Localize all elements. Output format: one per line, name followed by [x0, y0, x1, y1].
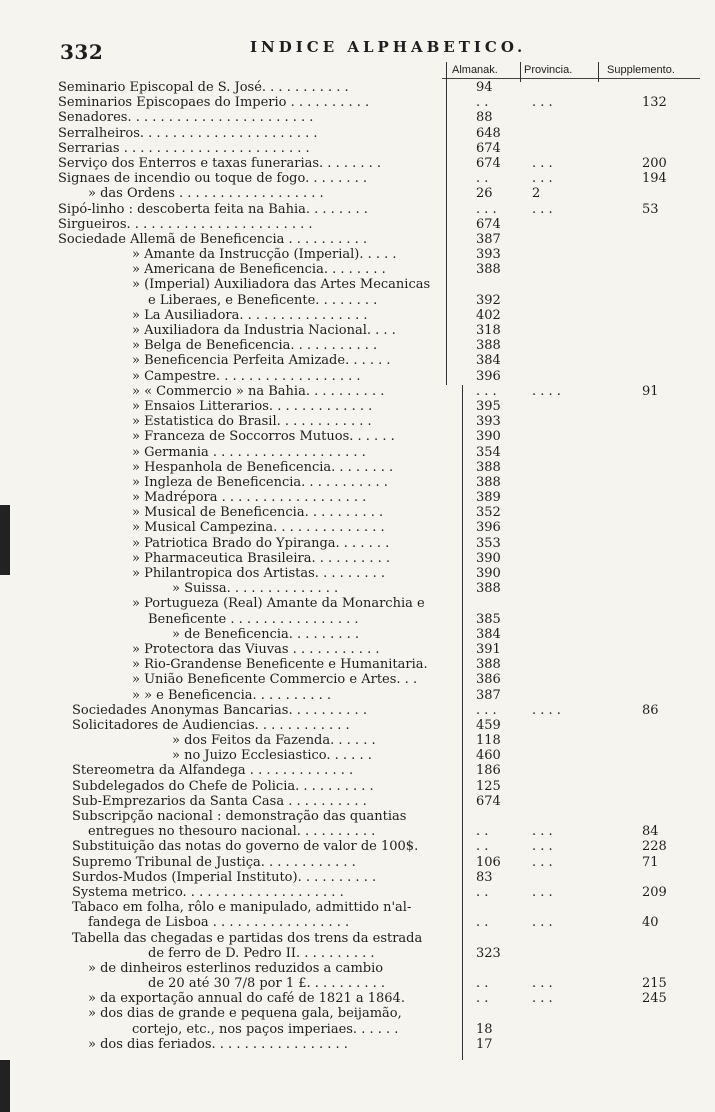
entry-text: Beneficente . . . . . . . . . . . . . . . .	[148, 611, 359, 627]
almanak-page: . . .	[476, 702, 497, 718]
almanak-page: 388	[476, 262, 501, 278]
almanak-page: 393	[476, 247, 501, 263]
almanak-page: . .	[476, 95, 489, 111]
almanak-page: 385	[476, 611, 501, 627]
supplemento-page: 200	[642, 155, 667, 171]
almanak-page: 106	[476, 854, 501, 870]
almanak-page: . .	[476, 839, 489, 855]
provincia-page: . . .	[532, 915, 553, 931]
almanak-page: 387	[476, 231, 501, 247]
supplemento-page: 245	[642, 991, 667, 1007]
almanak-page: . .	[476, 171, 489, 187]
entry-text: » Americana de Beneficencia. . . . . . . .	[132, 262, 386, 278]
index-entry	[0, 991, 715, 1006]
entry-text: Senadores. . . . . . . . . . . . . . . . . . . . . . .	[58, 110, 314, 126]
index-entry	[0, 277, 715, 292]
almanak-page: 674	[476, 140, 501, 156]
index-entry	[0, 688, 715, 703]
supplemento-page: 132	[642, 95, 667, 111]
index-entry	[0, 581, 715, 596]
index-entry	[0, 217, 715, 232]
almanak-page: 125	[476, 778, 501, 794]
almanak-page: 390	[476, 566, 501, 581]
entry-text: » União Beneficente Commercio e Artes. . .	[132, 672, 418, 688]
index-entry	[0, 612, 715, 627]
entry-text: » Beneficencia Perfeita Amizade. . . . . .	[132, 353, 391, 369]
entry-text: Serrarias . . . . . . . . . . . . . . . . . . . . . . .	[58, 140, 310, 156]
index-entry	[0, 445, 715, 460]
index-entry	[0, 885, 715, 900]
entry-text: Tabella das chegadas e partidas dos trens da estrada	[72, 930, 423, 946]
entry-text: Seminario Episcopal de S. José. . . . . . . . . . .	[58, 80, 349, 95]
page-title: INDICE ALPHABETICO.	[250, 38, 527, 56]
index-entry	[0, 642, 715, 657]
entry-text: » Rio-Grandense Beneficente e Humanitaria.	[132, 657, 428, 673]
index-entry	[0, 900, 715, 915]
entry-text: » Pharmaceutica Brasileira. . . . . . . . . .	[132, 550, 390, 566]
almanak-page: 388	[476, 338, 501, 354]
entry-text: » » e Beneficencia. . . . . . . . . .	[132, 687, 332, 703]
almanak-page: 318	[476, 323, 501, 338]
almanak-page: 674	[476, 216, 501, 232]
index-entry	[0, 505, 715, 520]
index-entry	[0, 703, 715, 718]
almanak-page: 648	[476, 125, 501, 141]
provincia-page: . . .	[532, 171, 553, 187]
entry-text: Seminarios Episcopaes do Imperio . . . . . . . . . .	[58, 95, 370, 111]
index-entry	[0, 915, 715, 930]
supplemento-page: 91	[642, 383, 659, 399]
almanak-page: 387	[476, 687, 501, 703]
almanak-page: 386	[476, 672, 501, 688]
index-entry	[0, 202, 715, 217]
entry-text: Surdos-Mudos (Imperial Instituto). . . . . . . . . .	[72, 869, 377, 885]
almanak-page: 396	[476, 520, 501, 536]
almanak-page: . .	[476, 991, 489, 1007]
entry-text: Solicitadores de Audiencias. . . . . . . . . . . .	[72, 717, 350, 733]
supplemento-page: 40	[642, 915, 659, 931]
index-entry	[0, 839, 715, 854]
entry-text: » La Ausiliadora. . . . . . . . . . . . . . . .	[132, 307, 368, 323]
index-entry	[0, 262, 715, 277]
index-entry	[0, 931, 715, 946]
entry-text: » Musical Campezina. . . . . . . . . . . . . .	[132, 520, 385, 536]
entry-text: » Madrépora . . . . . . . . . . . . . . . . . .	[132, 490, 367, 506]
provincia-page: . . .	[532, 991, 553, 1007]
entry-text: Subdelegados do Chefe de Policia. . . . . . . . . .	[72, 778, 374, 794]
almanak-page: 389	[476, 490, 501, 506]
entry-text: » Protectora das Viuvas . . . . . . . . . . .	[132, 641, 380, 657]
entry-text: cortejo, etc., nos paços imperiaes. . . . . .	[132, 1021, 399, 1037]
almanak-page: 354	[476, 444, 501, 460]
almanak-page: 186	[476, 763, 501, 779]
provincia-page: . . .	[532, 976, 553, 992]
entry-text: » (Imperial) Auxiliadora das Artes Mecanicas	[132, 277, 431, 293]
index-entry	[0, 80, 715, 95]
index-entry	[0, 414, 715, 429]
almanak-page: . .	[476, 884, 489, 900]
index-entry	[0, 1037, 715, 1052]
entry-text: Sub-Emprezarios da Santa Casa . . . . . . . . . .	[72, 793, 367, 809]
supplemento-page: 228	[642, 839, 667, 855]
column-header-provincia: Provincia.	[524, 64, 573, 76]
almanak-page: 392	[476, 292, 501, 308]
index-entry	[0, 946, 715, 961]
index-entry	[0, 1022, 715, 1037]
entry-text: » Hespanhola de Beneficencia. . . . . . . .	[132, 459, 394, 475]
almanak-page: 88	[476, 110, 493, 126]
provincia-page: . . .	[532, 95, 553, 111]
index-entry	[0, 976, 715, 991]
almanak-page: . .	[476, 915, 489, 931]
entry-text: » Philantropica dos Artistas. . . . . . . . .	[132, 566, 386, 581]
almanak-page: . . .	[476, 201, 497, 217]
entry-text: » Estatistica do Brasil. . . . . . . . . . . .	[132, 414, 372, 430]
index-entry	[0, 779, 715, 794]
column-header-supplemento: Supplemento.	[607, 64, 675, 76]
entry-text: » Campestre. . . . . . . . . . . . . . . . . .	[132, 368, 361, 384]
index-entry	[0, 733, 715, 748]
provincia-page: 2	[532, 186, 541, 202]
almanak-page: 83	[476, 869, 493, 885]
entry-text: » Auxiliadora da Industria Nacional. . . .	[132, 323, 396, 338]
index-entry	[0, 748, 715, 763]
provincia-page: . . . .	[532, 702, 561, 718]
index-entry	[0, 490, 715, 505]
provincia-page: . . .	[532, 854, 553, 870]
index-entry	[0, 824, 715, 839]
provincia-page: . . .	[532, 155, 553, 171]
index-entry	[0, 186, 715, 201]
almanak-page: 459	[476, 717, 501, 733]
almanak-page: 384	[476, 353, 501, 369]
almanak-page: 460	[476, 748, 501, 764]
index-entry	[0, 870, 715, 885]
entry-text: » de Beneficencia. . . . . . . . .	[172, 626, 360, 642]
supplemento-page: 53	[642, 201, 659, 217]
index-entry	[0, 353, 715, 368]
index-entry	[0, 126, 715, 141]
almanak-page: 674	[476, 793, 501, 809]
provincia-page: . . .	[532, 884, 553, 900]
entry-text: » Franceza de Soccorros Mutuos. . . . . .	[132, 429, 395, 445]
supplemento-page: 84	[642, 824, 659, 840]
index-entry	[0, 763, 715, 778]
entry-text: » da exportação annual do café de 1821 a 1864.	[88, 991, 405, 1007]
entry-text: Substituição das notas do governo de valor de 100$.	[72, 839, 419, 855]
entry-text: » Patriotica Brado do Ypiranga. . . . . . .	[132, 535, 390, 551]
index-entry	[0, 232, 715, 247]
index-entry	[0, 627, 715, 642]
entry-text: Sociedade Allemã de Beneficencia . . . . . . . . . .	[58, 231, 368, 247]
provincia-page: . . .	[532, 824, 553, 840]
index-entry	[0, 141, 715, 156]
index-entry	[0, 293, 715, 308]
column-header-almanak: Almanak.	[452, 64, 498, 76]
almanak-page: . .	[476, 976, 489, 992]
index-entry	[0, 308, 715, 323]
provincia-page: . . .	[532, 201, 553, 217]
entry-text: Systema metrico. . . . . . . . . . . . . . . . . . . .	[72, 884, 344, 900]
provincia-page: . . . .	[532, 383, 561, 399]
almanak-page: 402	[476, 307, 501, 323]
entry-text: de ferro de D. Pedro II. . . . . . . . . .	[148, 945, 375, 961]
entry-text: » « Commercio » na Bahia. . . . . . . . . .	[132, 383, 385, 399]
entry-text: Sipó-linho : descoberta feita na Bahia. . . . . . . .	[58, 201, 368, 217]
almanak-page: 384	[476, 626, 501, 642]
index-entry	[0, 520, 715, 535]
index-entry	[0, 566, 715, 581]
supplemento-page: 194	[642, 171, 667, 187]
almanak-page: 674	[476, 155, 501, 171]
index-entry	[0, 338, 715, 353]
entry-text: Subscripção nacional : demonstração das quantias	[72, 809, 407, 824]
entry-text: » Ensaios Litterarios. . . . . . . . . . . . .	[132, 398, 373, 414]
index-entry	[0, 323, 715, 338]
almanak-page: 118	[476, 733, 501, 749]
column-divider	[520, 62, 521, 82]
entry-text: Stereometra da Alfandega . . . . . . . . . . . . .	[72, 763, 354, 779]
index-entry	[0, 718, 715, 733]
supplemento-page: 215	[642, 976, 667, 992]
index-entry	[0, 657, 715, 672]
index-entry	[0, 794, 715, 809]
entry-text: » Amante da Instrucção (Imperial). . . . .	[132, 247, 397, 263]
entry-text: » Ingleza de Beneficencia. . . . . . . . . . .	[132, 474, 388, 490]
header-rule	[442, 78, 700, 79]
almanak-page: 396	[476, 368, 501, 384]
entry-text: Supremo Tribunal de Justiça. . . . . . . . . . . .	[72, 854, 356, 870]
index-entry	[0, 536, 715, 551]
almanak-page: . . .	[476, 383, 497, 399]
entry-text: » Belga de Beneficencia. . . . . . . . . . .	[132, 338, 378, 354]
almanak-page: 17	[476, 1036, 493, 1052]
entry-text: » Germania . . . . . . . . . . . . . . . . . . .	[132, 444, 366, 460]
index-entry	[0, 156, 715, 171]
scan-edge-shadow	[0, 1060, 10, 1112]
entry-text: Serralheiros. . . . . . . . . . . . . . . . . . . . . .	[58, 125, 318, 141]
entry-text: de 20 até 30 7/8 por 1 £. . . . . . . . . .	[148, 976, 386, 992]
almanak-page: 352	[476, 505, 501, 521]
index-entry	[0, 384, 715, 399]
almanak-page: 353	[476, 535, 501, 551]
entry-text: » dos dias de grande e pequena gala, beijamão,	[88, 1006, 402, 1022]
index-entry	[0, 855, 715, 870]
index-entry	[0, 95, 715, 110]
almanak-page: 393	[476, 414, 501, 430]
entry-text: » dos dias feriados. . . . . . . . . . . . . . . . .	[88, 1036, 348, 1052]
almanak-page: . .	[476, 824, 489, 840]
supplemento-page: 86	[642, 702, 659, 718]
index-entry	[0, 247, 715, 262]
index-entry	[0, 475, 715, 490]
entry-text: » Suissa. . . . . . . . . . . . . .	[172, 581, 339, 597]
entry-text: » das Ordens . . . . . . . . . . . . . . . . . .	[88, 186, 324, 202]
entry-text: Sirgueiros. . . . . . . . . . . . . . . . . . . . . . .	[58, 216, 313, 232]
index-entry	[0, 369, 715, 384]
almanak-page: 388	[476, 581, 501, 597]
index-entry	[0, 961, 715, 976]
entry-text: Sociedades Anonymas Bancarias. . . . . . . . . .	[72, 702, 367, 718]
almanak-page: 395	[476, 398, 501, 414]
supplemento-page: 71	[642, 854, 659, 870]
entry-text: » Portugueza (Real) Amante da Monarchia e	[132, 596, 425, 612]
almanak-page: 391	[476, 641, 501, 657]
index-entries	[0, 80, 715, 1052]
entry-text: » Musical de Beneficencia. . . . . . . . . .	[132, 505, 384, 521]
almanak-page: 388	[476, 657, 501, 673]
index-entry	[0, 460, 715, 475]
almanak-page: 26	[476, 186, 493, 202]
index-entry	[0, 110, 715, 125]
entry-text: Signaes de incendio ou toque de fogo. . . . . . . .	[58, 171, 368, 187]
entry-text: entregues no thesouro nacional. . . . . . . . . .	[88, 824, 376, 840]
almanak-page: 323	[476, 945, 501, 961]
index-entry	[0, 429, 715, 444]
almanak-page: 94	[476, 80, 493, 95]
entry-text: Tabaco em folha, rôlo e manipulado, admittido n'al-	[72, 900, 412, 916]
entry-text: » no Juizo Ecclesiastico. . . . . .	[172, 748, 372, 764]
index-entry	[0, 399, 715, 414]
almanak-page: 390	[476, 550, 501, 566]
entry-text: » dos Feitos da Fazenda. . . . . .	[172, 733, 376, 749]
page-number: 332	[60, 40, 104, 64]
provincia-page: . . .	[532, 839, 553, 855]
almanak-page: 18	[476, 1021, 493, 1037]
index-entry	[0, 1006, 715, 1021]
entry-text: Serviço dos Enterros e taxas funerarias. . . . . . . .	[58, 155, 382, 171]
index-entry	[0, 672, 715, 687]
column-divider	[598, 62, 599, 82]
almanak-page: 388	[476, 474, 501, 490]
index-entry	[0, 551, 715, 566]
supplemento-page: 209	[642, 884, 667, 900]
almanak-page: 390	[476, 429, 501, 445]
index-entry	[0, 596, 715, 611]
index-entry	[0, 171, 715, 186]
entry-text: » de dinheiros esterlinos reduzidos a cambio	[88, 960, 384, 976]
entry-text: e Liberaes, e Beneficente. . . . . . . .	[148, 292, 378, 308]
almanak-page: 388	[476, 459, 501, 475]
entry-text: fandega de Lisboa . . . . . . . . . . . . . . . . .	[88, 915, 350, 931]
index-entry	[0, 809, 715, 824]
